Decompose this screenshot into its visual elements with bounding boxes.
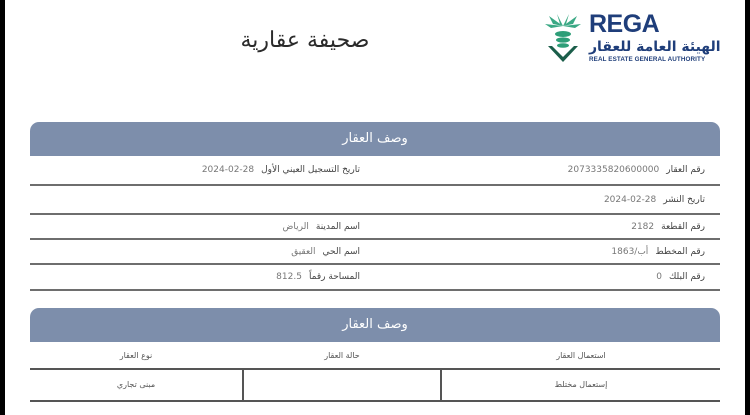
first-registration-date-value: 2024-02-28 (201, 165, 255, 175)
table-row (30, 215, 720, 240)
block-number-value: 0 (656, 272, 662, 282)
property-status-value (242, 370, 442, 400)
district-name-value: العقيق (291, 246, 316, 257)
plot-number-value: 2182 (631, 221, 655, 232)
field-label: تاريخ التسجيل العيني الأول (261, 165, 360, 175)
section-header-property-description: وصف العقار (30, 122, 720, 156)
field-label: تاريخ النشر (663, 194, 705, 205)
usage-table-header (30, 344, 720, 368)
table-row (30, 265, 720, 291)
section-header-property-usage: وصف العقار (30, 308, 720, 342)
page-title: صحيفة عقارية (240, 28, 370, 53)
field-label: رقم البلك (668, 272, 705, 282)
logo-brand-text: REGA (589, 10, 660, 38)
field-label: رقم القطعة (661, 221, 705, 232)
rega-logo (543, 12, 743, 68)
publish-date-value: 2024-02-28 (603, 194, 657, 205)
property-deed-page (5, 0, 745, 415)
usage-table-row (30, 368, 720, 402)
column-header-type: نوع العقار (119, 351, 153, 360)
table-row (30, 156, 720, 186)
property-number-value: 2073335820600000 (567, 165, 660, 175)
logo-english-text: REAL ESTATE GENERAL AUTHORITY (589, 56, 706, 63)
field-label: اسم المدينة (315, 221, 360, 232)
table-row (30, 240, 720, 265)
property-usage-value: إستعمال مختلط (554, 380, 608, 389)
scheme-number-value: أب/1863 (611, 246, 649, 257)
city-name-value: الرياض (282, 221, 309, 232)
table-row (30, 186, 720, 215)
field-label: رقم المخطط (655, 246, 705, 257)
field-label: اسم الحي (322, 246, 360, 257)
column-divider (242, 368, 244, 400)
column-header-usage: استعمال العقار (556, 351, 606, 360)
field-label: رقم العقار (666, 165, 705, 175)
logo-arabic-text: الهيئة العامة للعقار (589, 39, 721, 55)
column-divider (440, 368, 442, 400)
property-type-value: مبنى تجاري (116, 380, 156, 389)
field-label: المساحة رقماً (308, 272, 360, 282)
area-value: 812.5 (276, 272, 302, 282)
palm-logo-icon (543, 12, 583, 64)
column-header-status: حالة العقار (324, 351, 360, 360)
